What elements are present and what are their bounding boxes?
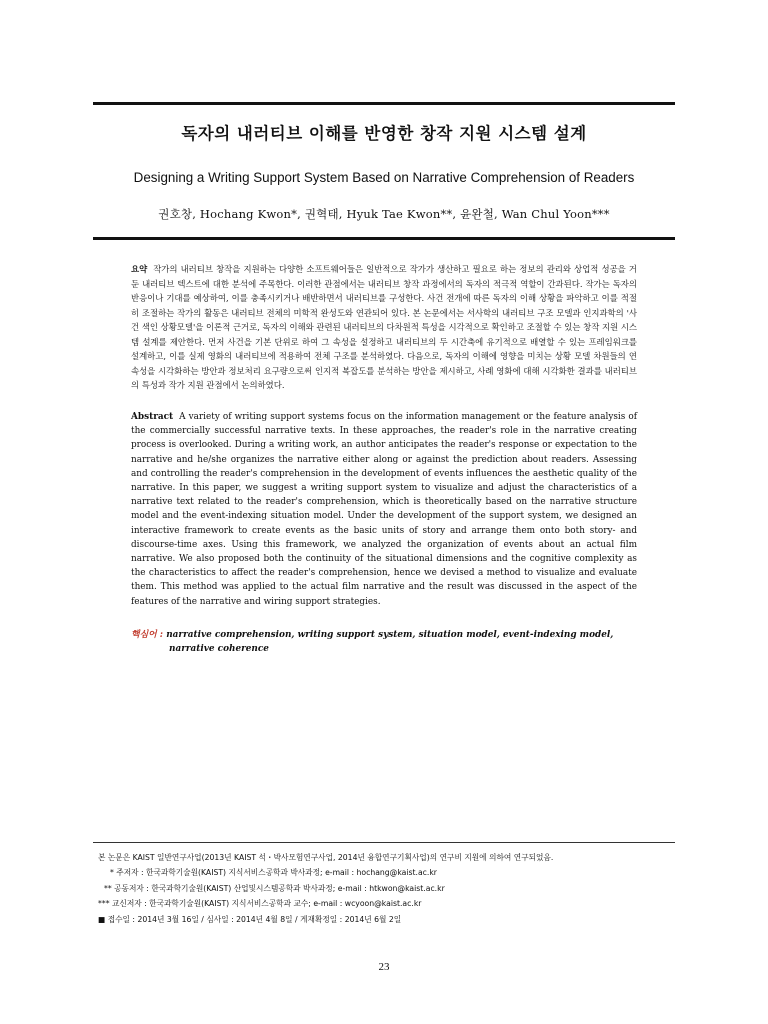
english-abstract-label: Abstract: [131, 412, 174, 422]
footnote-funding: 본 논문은 KAIST 일반연구사업(2013년 KAIST 석・박사모험연구사업, 2014년 융합연구기획사업)의 연구비 지원에 의하여 연구되었음.: [98, 853, 554, 862]
footnote-corresponding-author: *** 교신저자 : 한국과학기술원(KAIST) 지식서비스공학과 교수; e-mail : wcyoon@kaist.ac.kr: [98, 899, 422, 909]
footnotes: [98, 850, 678, 927]
korean-abstract-label: 요약: [131, 264, 148, 274]
footnote-dates: ■ 접수일 : 2014년 3월 16일 / 심사일 : 2014년 4월 8일 / 게재확정일 : 2014년 6월 2일: [98, 914, 402, 924]
korean-abstract-text: 작가의 내러티브 창작을 지원하는 다양한 소프트웨어들은 일반적으로 작가가 생산하고 필요로 하는 정보의 관리와 상업적 성공을 거둔 내러티브 텍스트에 대한 분석에 주목한다. 이러한 관점에서는 내러티브 창작 과정에서의 독자의 적극적 역할이 간과된다. 작가는 독자의 반응이나 기대를 예상하여, 이를 충족시키거나 배반하면서 내러티브를 구성한다. 사건 전개에 따른 독자의 이해 상황을 파악하고 이를 적절히 조절하는 작가의 활동은 내러티브 전체의 미학적 완성도와 연관되어 있다. 본 논문에서는 서사학의 내러티브 구조 모델과 인지과학의 '사건 색인 상황모델'을 이론적 근거로, 독자의 이해와 관련된 내러티브의 다차원적 특성을 시각적으로 확인하고 조절할 수 있는 창작 지원 시스템 설계를 제안한다. 먼저 사건을 기본 단위로 하여 그 속성을 설정하고 내러티브의 두 시간축에 유기적으로 배열할 수 있는 프레임워크를 설계하고, 이를 실제 영화의 내러티브에 적용하여 전체 구조를 분석하였다. 다음으로, 독자의 이해에 영향을 미치는 상황 모델 차원들의 연속성을 시각화하는 방안과 정보처리 요구량으로써 인지적 복잡도를 분석하는 방안을 제시하고, 사례 영화에 대해 시각화한 결과를 내러티브의 특성과 작가 지원 관점에서 논의하였다.: [131, 264, 637, 390]
keywords-line-1: [131, 628, 637, 642]
korean-title: 독자의 내러티브 이해를 반영한 창작 지원 시스템 설계: [181, 124, 587, 143]
keywords: [131, 628, 637, 656]
english-abstract: [131, 410, 637, 609]
footnote-co-author: ** 공동저자 : 한국과학기술원(KAIST) 산업및시스템공학과 박사과정; e-mail : htkwon@kaist.ac.kr: [104, 883, 445, 893]
top-rule: [93, 102, 675, 105]
footnote-rule: [93, 842, 675, 843]
keywords-label: 핵심어 :: [131, 630, 164, 640]
author-list: 권호창, Hochang Kwon*, 권혁태, Hyuk Tae Kwon**, 윤완철, Wan Chul Yoon***: [158, 207, 610, 221]
page-number: 23: [378, 961, 390, 973]
keywords-line-2: narrative coherence: [169, 644, 269, 654]
footnote-first-author: * 주저자 : 한국과학기술원(KAIST) 지식서비스공학과 박사과정; e-mail : hochang@kaist.ac.kr: [110, 868, 437, 878]
header-bottom-rule: [93, 237, 675, 240]
english-abstract-text: A variety of writing support systems focus on the information management or the feature analysis of the commercially successful narrative texts. In these approaches, the reader's role in the narrative creating process is overlooked. During a writing work, an author anticipates the reader's response or expectation to the narrative and he/she organizes the narrative either along or against the prediction about readers. Assessing and controlling the reader's comprehension in the development of events influences the aesthetic quality of the narrative. In this paper, we suggest a writing support system to visualize and adjust the characteristics of a narrative text related to the reader's comprehension, which is theoretically based on the narrative structure model and the event-indexing situation model. Under the development of the support system, we designed an interactive framework to create events as the basic units of story and arrange them onto both story- and discourse-time axes. Using this framework, we analyzed the organization of events about an actual film narrative. We also proposed both the continuity of the situational dimensions and the cognitive complexity as the characteristics to affect the reader's comprehension, hence we devised a method to visualize and evaluate them. This method was applied to the actual film narrative and the result was discussed in the aspect of the features of the narrative and wiring support strategies.: [131, 412, 637, 607]
korean-abstract: [131, 262, 637, 393]
keywords-text-1: narrative comprehension, writing support system, situation model, event-indexing model,: [166, 630, 614, 640]
english-title: Designing a Writing Support System Based on Narrative Comprehension of Readers: [133, 170, 635, 185]
